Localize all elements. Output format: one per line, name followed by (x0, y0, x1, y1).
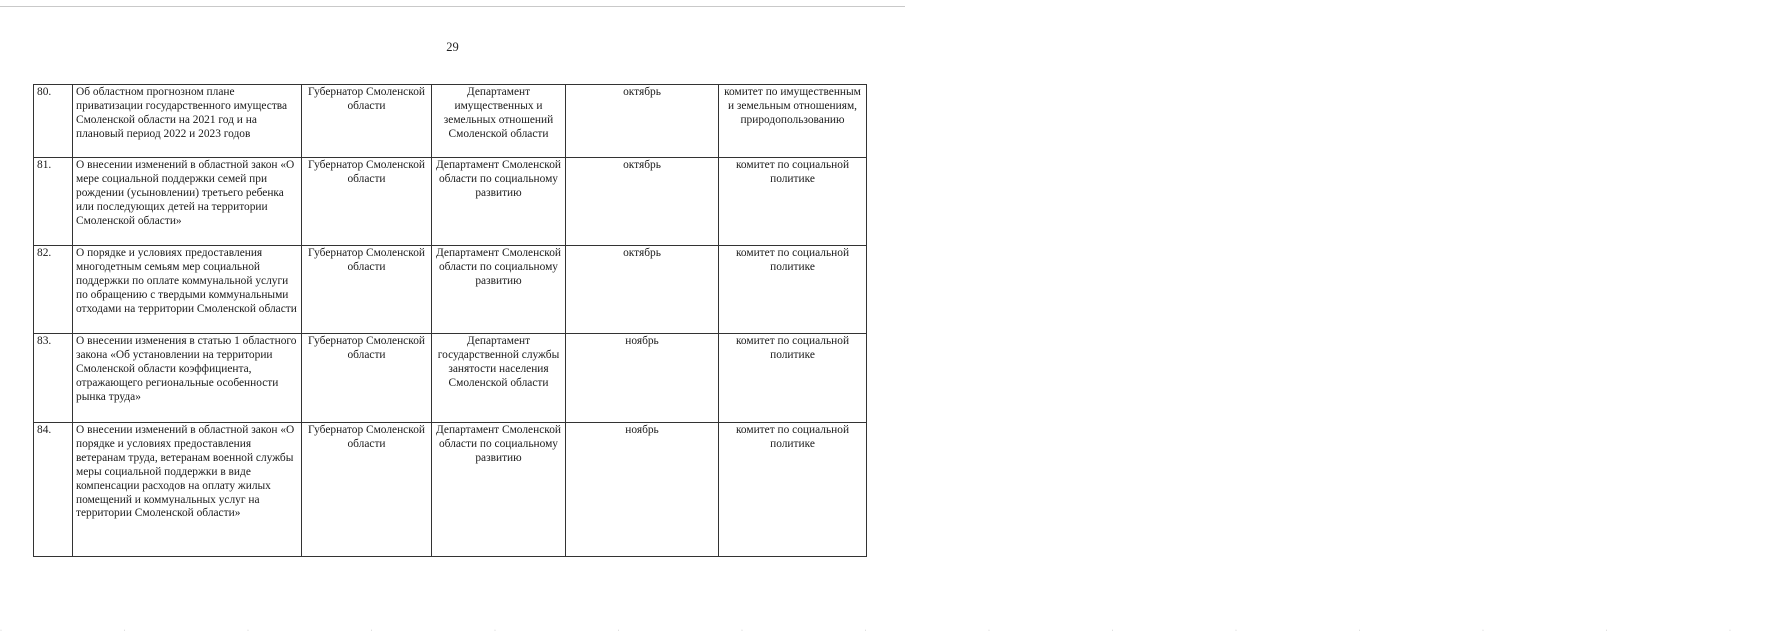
responsible-department: Департамент государственной службы занятости населения Смоленской области (432, 334, 566, 423)
initiator-subject: Губернатор Смоленской области (302, 246, 432, 334)
legislative-plan-table (33, 84, 867, 557)
table-row (34, 334, 867, 423)
table-row (34, 158, 867, 246)
duma-committee: комитет по социальной политике (719, 334, 867, 423)
initiator-subject: Губернатор Смоленской области (302, 85, 432, 158)
bill-title: О порядке и условиях предоставления многодетным семьям мер социальной поддержки по оплате коммунальной услуги по обращению с твердыми коммунальными отходами на территории Смоленской области (73, 246, 302, 334)
duma-committee: комитет по социальной политике (719, 423, 867, 557)
row-number: 82. (34, 246, 73, 334)
submission-term: октябрь (566, 85, 719, 158)
bill-title: О внесении изменения в статью 1 областного закона «Об установлении на территории Смоленской области коэффициента, отражающего региональные особенности рынка труда» (73, 334, 302, 423)
table-row (34, 85, 867, 158)
table-row (34, 423, 867, 557)
responsible-department: Департамент Смоленской области по социальному развитию (432, 246, 566, 334)
scan-edge-line (0, 6, 905, 7)
initiator-subject: Губернатор Смоленской области (302, 423, 432, 557)
bill-title: О внесении изменений в областной закон «О мере социальной поддержки семей при рождении (усыновлении) третьего ребенка или последующих детей на территории Смоленской области» (73, 158, 302, 246)
duma-committee: комитет по социальной политике (719, 158, 867, 246)
duma-committee: комитет по имущественным и земельным отношениям, природопользованию (719, 85, 867, 158)
row-number: 81. (34, 158, 73, 246)
initiator-subject: Губернатор Смоленской области (302, 158, 432, 246)
row-number: 80. (34, 85, 73, 158)
responsible-department: Департамент Смоленской области по социальному развитию (432, 158, 566, 246)
responsible-department: Департамент имущественных и земельных отношений Смоленской области (432, 85, 566, 158)
submission-term: октябрь (566, 246, 719, 334)
submission-term: октябрь (566, 158, 719, 246)
submission-term: ноябрь (566, 423, 719, 557)
page-number: 29 (446, 40, 459, 54)
responsible-department: Департамент Смоленской области по социальному развитию (432, 423, 566, 557)
row-number: 84. (34, 423, 73, 557)
bill-title: О внесении изменений в областной закон «О порядке и условиях предоставления ветеранам труда, ветеранам военной службы меры социальной поддержки в виде компенсации расходов на оплату жилых помещений и коммунальных услуг на территории Смоленской области» (73, 423, 302, 557)
scan-noise: · · · · · · · · · · · · · · · (0, 628, 1791, 634)
submission-term: ноябрь (566, 334, 719, 423)
initiator-subject: Губернатор Смоленской области (302, 334, 432, 423)
table-row (34, 246, 867, 334)
duma-committee: комитет по социальной политике (719, 246, 867, 334)
row-number: 83. (34, 334, 73, 423)
bill-title: Об областном прогнозном плане приватизации государственного имущества Смоленской области на 2021 год и на плановый период 2022 и 2023 годов (73, 85, 302, 158)
